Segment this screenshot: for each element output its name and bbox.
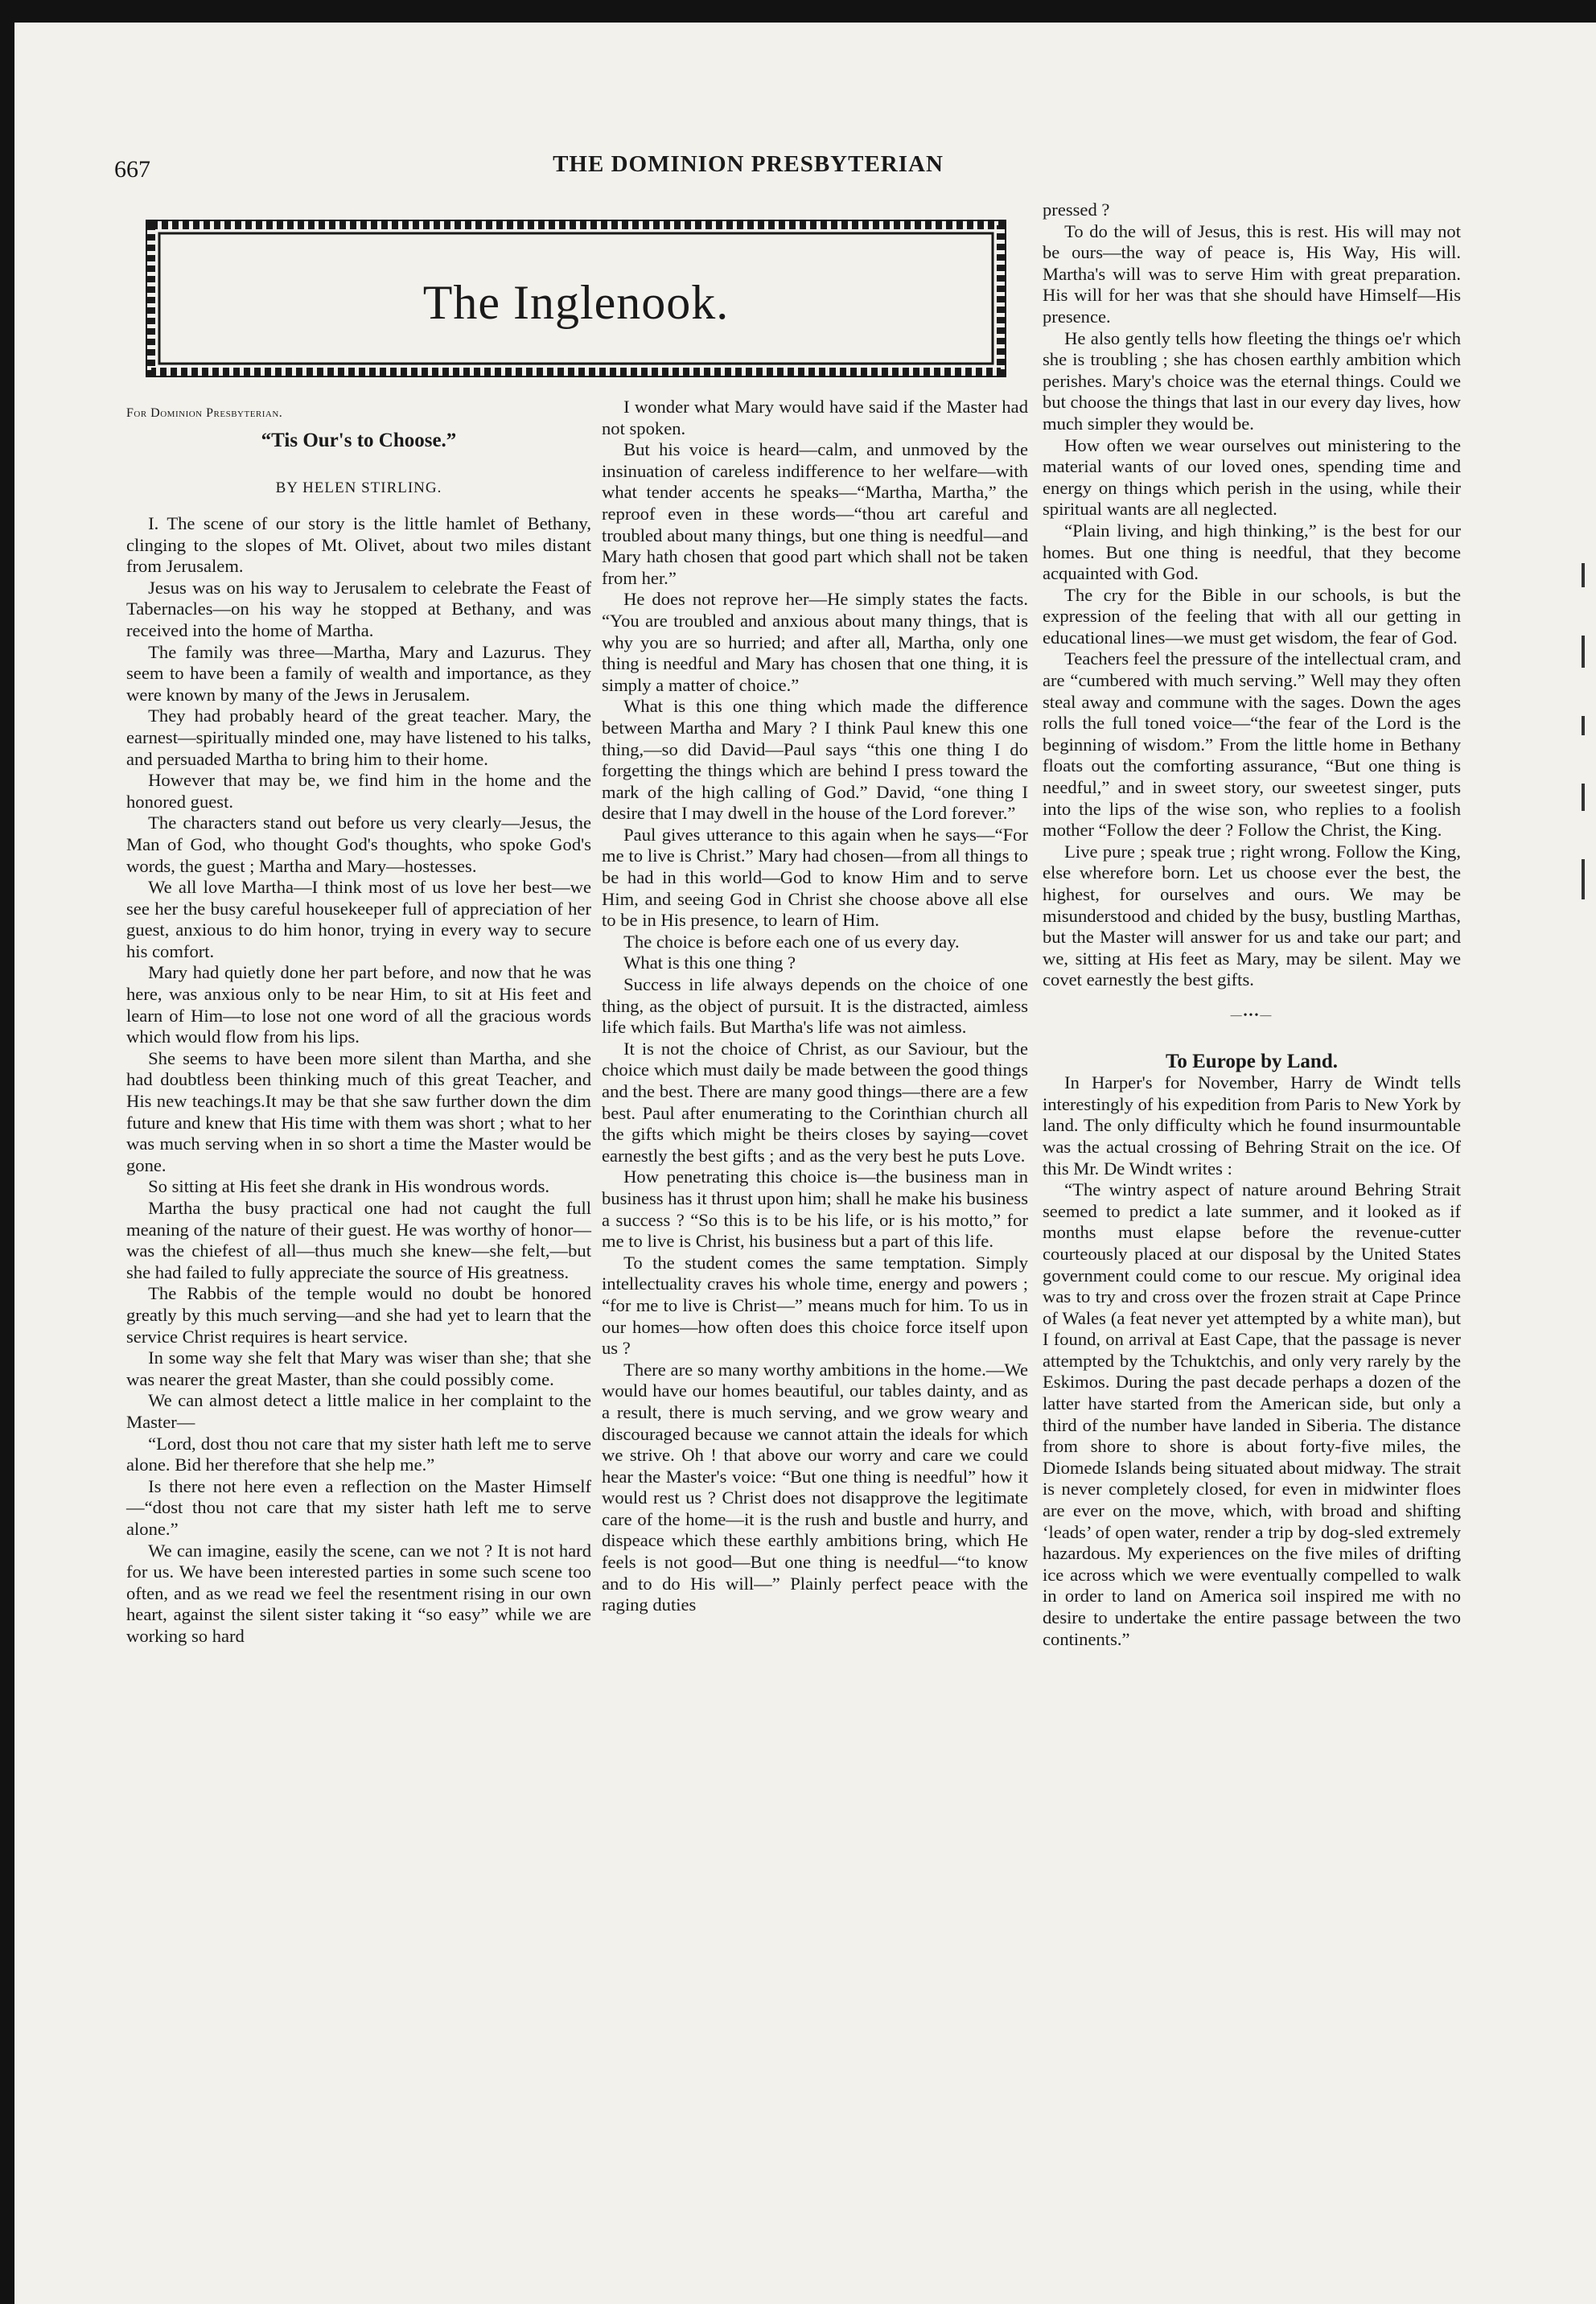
story-paragraph: It is not the choice of Christ, as our Saviour, but the choice which must daily be made between the good things and the best. There are many good things—there are a few best. Paul after enumerating to the Corinthian church all the gifts which might be theirs closes by saying—covet earnestly the best gifts ; and as the very best he puts Love. (602, 1038, 1028, 1166)
story-paragraph: We can imagine, easily the scene, can we not ? It is not hard for us. We have been interested parties in some such scene too often, and as we read we feel the resentment rising in our own heart, against the silent sister taking it “so easy” while we are working so hard (126, 1540, 591, 1646)
story-paragraph: Teachers feel the pressure of the intellectual cram, and are “cumbered with much serving.” Well may they often steal away and commune with the sages. Down the ages rolls the full toned voice—“the fear of the Lord is the beginning of wisdom.” From the little home in Bethany floats out the comforting assurance, “But one thing is needful,” and in sweet story, our sweetest singer, puts into the lips of the wise son, who replies to a foolish mother “Follow the deer ? Follow the Christ, the King. (1043, 648, 1461, 841)
story-paragraph: We can almost detect a little malice in her complaint to the Master— (126, 1390, 591, 1432)
story-title: “Tis Our's to Choose.” (261, 430, 457, 451)
story-paragraph: Is there not here even a reflection on the Master Himself—“dost thou not care that my sister hath left me to serve alone.” (126, 1475, 591, 1539)
page-header (0, 151, 1596, 183)
inglenook-banner (140, 216, 1012, 383)
column-3 (1043, 200, 1461, 1650)
europe-paragraph: In Harper's for November, Harry de Windt tells interestingly of his expedition from Paris to New York by land. The only difficulty which he found insurmountable was the actual crossing of Behring Strait on the ice. Of this Mr. De Windt writes : (1043, 1072, 1461, 1179)
column-2 (602, 397, 1028, 1616)
story-paragraph: To the student comes the same temptation. Simply intellectuality craves his whole time, energy and powers ; “for me to live is Christ—” means much for him. To us in our homes—how often does this choice force itself upon us ? (602, 1252, 1028, 1359)
story-paragraph: They had probably heard of the great teacher. Mary, the earnest—spiritually minded one, may have listened to his talks, and persuaded Martha to bring him to their home. (126, 706, 591, 769)
story-paragraph: “Lord, dost thou not care that my sister hath left me to serve alone. Bid her therefore that she help me.” (126, 1433, 591, 1475)
story-paragraph: Jesus was on his way to Jerusalem to celebrate the Feast of Tabernacles—on his way he stopped at Bethany, and was received into the home of Martha. (126, 577, 591, 640)
story-paragraph: The Rabbis of the temple would no doubt be honored greatly by this much serving—and she had yet to learn that the service Christ requires is heart service. (126, 1283, 591, 1347)
story-paragraph: “Plain living, and high thinking,” is the best for our homes. But one thing is needful, that they become acquainted with God. (1043, 520, 1461, 584)
europe-article-title: To Europe by Land. (1166, 1050, 1338, 1072)
story-paragraph: So sitting at His feet she drank in His wondrous words. (148, 1176, 550, 1197)
page-number: 667 (114, 156, 150, 183)
story-paragraph: In some way she felt that Mary was wiser than she; that she was nearer the great Master, than she could possibly come. (126, 1347, 591, 1389)
europe-article-body (1043, 1072, 1461, 1650)
europe-paragraph: “The wintry aspect of nature around Behring Strait seemed to predict a late summer, and it looked as if months must elapse before the revenue-cutter courteously placed at our disposal by the United States government could come to our rescue. My original idea was to try and cross over the frozen strait at Cape Prince of Wales (a feat never yet attempted by a white man), but I found, on arrival at East Cape, that the passage is never attempted by the Tchuktchis, and only very rarely by the Eskimos. During the past decade perhaps a dozen of the latter have started from the American side, but only a third of the number have landed in Siberia. The distance from shore to shore is about forty-five miles, the Diomede Islands being situated about midway. The strait is never completely closed, for even in midwinter floes are ever on the move, which, with broad and shifting ‘leads’ of open water, render a trip by dog-sled extremely hazardous. My experiences on the five miles of drifting ice across which we were eventually compelled to walk in order to land on America soil inspired me with no desire to undertake the entire passage between the two continents.” (1043, 1179, 1461, 1649)
story-paragraph: The choice is before each one of us every day. (623, 931, 960, 952)
story-paragraph: The family was three—Martha, Mary and Lazurus. They seem to have been a family of wealth and importance, as they were known by many of the Jews in Jerusalem. (126, 641, 591, 705)
story-paragraph: She seems to have been more silent than Martha, and she had doubtless been thinking much of this great Teacher, and His new teachings.It may be that she saw further down the dim future and knew that His time with them was short ; what to her was much serving when in so short a time the Master would be gone. (126, 1047, 591, 1175)
story-paragraph: What is this one thing ? (623, 952, 796, 973)
story-paragraph: Live pure ; speak true ; right wrong. Follow the King, else wherefore born. Let us choose ever the best, the highest, for ourselves and ours. We may be misunderstood and chided by the busy, bustling Marthas, but the Master will answer for us and take our part; and we, sitting at His feet as Mary, may be silent. May we covet earnestly the best gifts. (1043, 841, 1461, 990)
section-heading-inglenook: The Inglenook. (422, 276, 730, 329)
story-paragraph: How penetrating this choice is—the business man in business has it thrust upon him; shall he make his business a success ? “So this is to be his life, or is his motto,” for me to live is Christ, his business but a part of this life. (602, 1166, 1028, 1252)
story-byline: BY HELEN STIRLING. (275, 479, 442, 496)
story-paragraph: Martha the busy practical one had not caught the full meaning of the nature of their guest. He was worthy of honor—was the chiefest of all—thus much she knew—she felt,—but she had failed to fully appreciate the source of His greatness. (126, 1198, 591, 1282)
story-paragraph: The cry for the Bible in our schools, is but the expression of the feeling that with all our getting in educational lines—we must get wisdom, the fear of God. (1043, 584, 1461, 648)
page-edge-marks (1582, 563, 1596, 1126)
story-paragraph: Paul gives utterance to this again when he says—“For me to live is Christ.” Mary had chosen—from all things to be had in this world—God to know Him and to serve Him, and seeing God in Christ she choose above all else to be in His presence, to learn of Him. (602, 824, 1028, 931)
section-divider: —•••— (1230, 1009, 1273, 1022)
story-paragraph: There are so many worthy ambitions in the home.—We would have our homes beautiful, our tables dainty, and as a result, there is much serving, and we grow weary and discouraged because we cannot attain the ideals for which we strive. Oh ! that above our worry and care we could hear the Master's voice: “But one thing is needful” how it would rest us ? Christ does not disapprove the legitimate care of the home—it is the rush and bustle and hurry, and dispeace which these earthly ambitions bring, which He feels is not good—But one thing is needful—“to know and to do His will—” Plainly perfect peace with the raging duties (602, 1359, 1028, 1615)
story-paragraph: However that may be, we find him in the home and the honored guest. (126, 770, 591, 812)
story-paragraph: The characters stand out before us very clearly—Jesus, the Man of God, who thought God's thoughts, who spoke God's words, the guest ; Martha and Mary—hostesses. (126, 813, 591, 876)
story-paragraph: I wonder what Mary would have said if the Master had not spoken. (602, 397, 1028, 438)
story-paragraph: We all love Martha—I think most of us love her best—we see her the busy careful housekeeper full of appreciation of her guest, anxious to do him honor, trying in every way to secure his comfort. (126, 877, 591, 961)
story-paragraph: I. The scene of our story is the little hamlet of Bethany, clinging to the slopes of Mt. Olivet, about two miles distant from Jerusalem. (126, 513, 591, 577)
story-paragraph: How often we wear ourselves out ministering to the material wants of our loved ones, spending time and energy on things which perish in the using, while their spiritual wants are all neglected. (1043, 434, 1461, 520)
story-paragraph: Success in life always depends on the choice of one thing, as the object of pursuit. It is the distracted, aimless life which fails. But Martha's life was not aimless. (602, 974, 1028, 1038)
column-1 (126, 513, 591, 1647)
story-paragraph: To do the will of Jesus, this is rest. His will may not be ours—the way of peace is, His Way, His will. Martha's will was to serve Him with great preparation. His will for her was that she should have Himself—His presence. (1043, 220, 1461, 327)
story-paragraph: He also gently tells how fleeting the things oe'r which she is troubling ; she has chosen earthly ambition which perishes. Mary's choice was the eternal things. Could we but choose the things that last in our every day lives, how much simpler they would be. (1043, 327, 1461, 434)
story-paragraph: He does not reprove her—He simply states the facts. “You are troubled and anxious about many things, that is why you are so hurried; and after all, Martha, only one thing is needful and Mary has chosen that one thing, it is simply a matter of choice.” (602, 589, 1028, 695)
story-paragraph: What is this one thing which made the difference between Martha and Mary ? I think Paul knew this one thing,—so did David—Paul says “this one thing I do forgetting the things which are behind I press toward the mark of the high calling of God.” David, “one thing I desire that I may dwell in the house of the Lord forever.” (602, 696, 1028, 824)
running-title: THE DOMINION PRESBYTERIAN (553, 151, 944, 177)
story-paragraph: pressed ? (1043, 200, 1110, 220)
story-paragraph: Mary had quietly done her part before, and now that he was here, was anxious only to be near Him, to sit at His feet and learn of Him—to lose not one word of all the gracious words which would flow from his lips. (126, 962, 591, 1047)
story-paragraph: But his voice is heard—calm, and unmoved by the insinuation of careless indifference to her welfare—with what tender accents he speaks—“Martha, Martha,” the reproof even in these words—“thou art careful and troubled about many things, but one thing is needful—and Mary hath chosen that good part which shall not be taken from her.” (602, 439, 1028, 588)
story-continuation (1043, 200, 1461, 991)
story-credit: For Dominion Presbyterian. (126, 406, 283, 420)
